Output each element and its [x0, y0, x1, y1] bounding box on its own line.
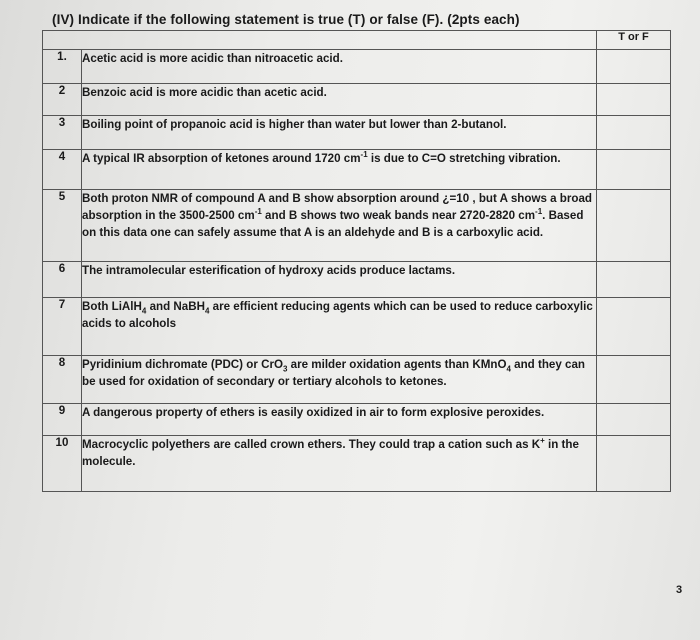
subscript: 4: [204, 306, 210, 316]
statement-part: are milder oxidation agents than KMnO: [287, 358, 507, 371]
statement-text: [82, 150, 597, 190]
statement-part: are efficient reducing agents which can be used to reduce carboxylic acids to alcohols: [82, 300, 593, 330]
statement-text: Acetic acid is more acidic than nitroacetic acid.: [82, 50, 597, 84]
answer-cell[interactable]: [597, 298, 671, 356]
superscript: -1: [360, 150, 368, 160]
answer-cell[interactable]: [597, 404, 671, 436]
statement-text: Boiling point of propanoic acid is higher than water but lower than 2-butanol.: [82, 116, 597, 150]
statement-text: A dangerous property of ethers is easily oxidized in air to form explosive peroxides.: [82, 404, 597, 436]
header-blank-cell: [43, 31, 597, 50]
statement-text: The intramolecular esterification of hydroxy acids produce lactams.: [82, 262, 597, 298]
statement-part: is due to C=O stretching vibration.: [367, 152, 561, 165]
answer-cell[interactable]: [597, 150, 671, 190]
answer-cell[interactable]: [597, 50, 671, 84]
answer-cell[interactable]: [597, 262, 671, 298]
table-row: [43, 298, 671, 356]
answer-cell[interactable]: [597, 190, 671, 262]
statement-text: [82, 190, 597, 262]
table-row: [43, 116, 671, 150]
statement-text: [82, 298, 597, 356]
statement-text: Benzoic acid is more acidic than acetic acid.: [82, 84, 597, 116]
subscript: 4: [141, 306, 147, 316]
statement-part: Macrocyclic polyethers are called crown ethers. They could trap a cation such as K: [82, 438, 541, 451]
row-number: 10: [43, 436, 82, 492]
superscript: -1: [254, 207, 262, 217]
answer-cell[interactable]: [597, 356, 671, 404]
table-row: [43, 356, 671, 404]
header-t-or-f: T or F: [597, 31, 671, 50]
statement-part: and they can be used for oxidation of secondary or tertiary alcohols to ketones.: [82, 358, 586, 388]
superscript: -1: [535, 207, 543, 217]
superscript: +: [540, 436, 545, 446]
statement-part: Pyridinium dichromate (PDC) or CrO: [82, 358, 283, 371]
row-number: 4: [43, 150, 82, 190]
table-row: [43, 262, 671, 298]
subscript: 3: [282, 364, 288, 374]
statement-part: and B shows two weak bands near 2720-2820 cm: [261, 209, 536, 222]
statement-part: Both LiAlH: [82, 300, 142, 313]
statement-text: [82, 436, 597, 492]
table-row: [43, 150, 671, 190]
table-header-row: [43, 31, 671, 50]
statement-part: and NaBH: [146, 300, 205, 313]
statement-part: A typical IR absorption of ketones around 1720 cm: [82, 152, 361, 165]
row-number: 3: [43, 116, 82, 150]
answer-cell[interactable]: [597, 436, 671, 492]
row-number: 9: [43, 404, 82, 436]
table-row: [43, 436, 671, 492]
true-false-table: [42, 30, 671, 492]
page-number: 3: [676, 584, 683, 596]
table-row: [43, 190, 671, 262]
row-number: 5: [43, 190, 82, 262]
table-row: [43, 84, 671, 116]
row-number: 7: [43, 298, 82, 356]
answer-cell[interactable]: [597, 84, 671, 116]
row-number: 2: [43, 84, 82, 116]
subscript: 4: [506, 364, 511, 374]
row-number: 6: [43, 262, 82, 298]
statement-text: [82, 356, 597, 404]
row-number: 1.: [43, 50, 82, 84]
table-row: [43, 50, 671, 84]
statement-part: Both proton NMR of compound A and B show absorption around ¿=10 , but A shows a broad absorption in the 3500-2500 cm: [82, 192, 592, 222]
row-number: 8: [43, 356, 82, 404]
statement-part: . Based on this data one can safely assume that A is an aldehyde and B is a carboxylic acid.: [82, 209, 584, 239]
section-heading: (IV) Indicate if the following statement is true (T) or false (F). (2pts each): [52, 12, 520, 27]
table-row: [43, 404, 671, 436]
answer-cell[interactable]: [597, 116, 671, 150]
statement-part: in the molecule.: [82, 438, 579, 468]
